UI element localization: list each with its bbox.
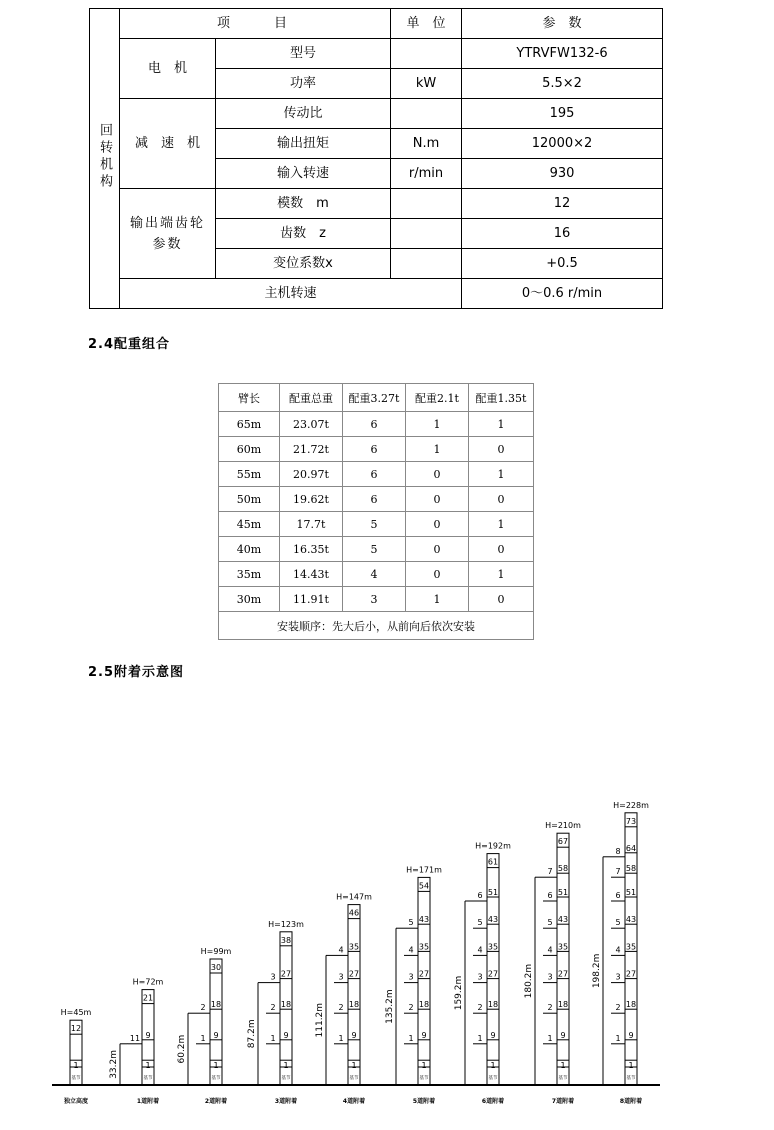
cw-header-cell: 配重2.1t xyxy=(406,384,469,412)
cw-cell: 30m xyxy=(219,587,280,612)
cw-cell: 50m xyxy=(219,487,280,512)
cw-cell: 1 xyxy=(469,412,534,437)
base-section-label: 基节 xyxy=(626,1076,636,1081)
motor-power-value: 5.5×2 xyxy=(462,69,663,99)
cw-cell: 5 xyxy=(343,512,406,537)
cw-cell: 0 xyxy=(469,537,534,562)
attachment-count-label: 7道附着 xyxy=(551,1098,575,1105)
motor-power-name: 功率 xyxy=(216,69,391,99)
height-label: H=192m xyxy=(475,841,511,851)
reducer-label: 减 速 机 xyxy=(120,99,216,189)
attachment-number: 3 xyxy=(477,972,483,982)
height-label: H=210m xyxy=(545,821,581,831)
top-segment-number: 67 xyxy=(557,837,569,847)
segment-number: 35 xyxy=(348,942,360,952)
cw-cell: 4 xyxy=(343,562,406,587)
motor-model-value: YTRVFW132-6 xyxy=(462,39,663,69)
top-segment-number: 61 xyxy=(487,857,499,867)
attachment-number: 4 xyxy=(615,945,621,955)
attachment-count-label: 2道附着 xyxy=(204,1098,228,1105)
attachment-count-label: 4道附着 xyxy=(342,1098,366,1105)
attachment-number: 5 xyxy=(615,918,621,928)
segment-number: 1 xyxy=(283,1061,289,1071)
segment-number: 51 xyxy=(487,888,499,897)
attachment-count-label: 独立高度 xyxy=(63,1098,89,1105)
attachment-number: 4 xyxy=(338,945,344,955)
segment-number: 18 xyxy=(280,1000,292,1010)
attachment-number: 1 xyxy=(615,1033,621,1043)
attachment-number: 3 xyxy=(270,972,276,982)
segment-number: 9 xyxy=(490,1030,496,1040)
ratio-value: 195 xyxy=(462,99,663,129)
cw-cell: 20.97t xyxy=(280,462,343,487)
shift-coeff-value: +0.5 xyxy=(462,249,663,279)
attachment-number: 4 xyxy=(547,945,553,955)
torque-value: 12000×2 xyxy=(462,129,663,159)
segment-number: 35 xyxy=(418,942,430,952)
attachment-count-label: 1道附着 xyxy=(136,1098,160,1105)
input-speed-unit: r/min xyxy=(391,159,462,189)
segment-number: 9 xyxy=(560,1030,566,1040)
height-label: H=147m xyxy=(336,892,372,902)
cw-cell: 6 xyxy=(343,437,406,462)
section-attachment-heading: 2.5附着示意图 xyxy=(88,665,185,680)
segment-number: 18 xyxy=(557,1000,569,1010)
segment-number: 9 xyxy=(351,1030,357,1040)
cw-cell: 14.43t xyxy=(280,562,343,587)
cw-cell: 1 xyxy=(469,512,534,537)
attachment-number: 1 xyxy=(200,1033,206,1043)
mast-column xyxy=(348,905,360,1085)
cw-cell: 0 xyxy=(469,437,534,462)
shift-coeff-name: 变位系数x xyxy=(216,249,391,279)
attachment-number: 1 xyxy=(270,1033,276,1043)
height-label: H=99m xyxy=(200,947,232,956)
cw-cell: 0 xyxy=(406,512,469,537)
dimension-label: 33.2m xyxy=(109,1049,119,1079)
attachment-number: 5 xyxy=(408,918,414,928)
attachment-number: 1 xyxy=(408,1033,414,1043)
teeth-value: 16 xyxy=(462,219,663,249)
base-section-label: 基节 xyxy=(488,1076,498,1081)
dimension-label: 60.2m xyxy=(177,1034,187,1064)
attachment-number: 6 xyxy=(477,891,483,900)
height-label: H=45m xyxy=(60,1008,92,1018)
segment-number: 58 xyxy=(625,864,637,874)
attachment-number: 2 xyxy=(270,1003,276,1013)
cw-cell: 1 xyxy=(406,587,469,612)
base-section-label: 基节 xyxy=(558,1076,568,1081)
segment-number: 1 xyxy=(628,1061,634,1071)
top-segment-number: 30 xyxy=(210,963,222,972)
teeth-name: 齿数 z xyxy=(216,219,391,249)
attachment-number: 1 xyxy=(477,1033,483,1043)
dimension-label: 159.2m xyxy=(454,975,464,1011)
cw-cell: 45m xyxy=(219,512,280,537)
attachment-count-label: 6道附着 xyxy=(481,1098,505,1105)
base-section-label: 基节 xyxy=(143,1076,153,1081)
attachment-number: 5 xyxy=(477,918,483,928)
segment-number: 9 xyxy=(145,1030,151,1040)
header-item: 项 目 xyxy=(120,9,391,39)
segment-number: 43 xyxy=(418,915,430,925)
cw-cell: 19.62t xyxy=(280,487,343,512)
attachment-number: 11 xyxy=(129,1033,141,1043)
attachment-count-label: 8道附着 xyxy=(619,1098,643,1105)
top-segment-number: 38 xyxy=(280,935,292,945)
base-section-label: 基节 xyxy=(281,1076,291,1081)
attachment-number: 7 xyxy=(547,867,553,877)
cw-cell: 5 xyxy=(343,537,406,562)
top-segment-number: 73 xyxy=(625,816,637,826)
segment-number: 43 xyxy=(625,915,637,925)
slewing-mechanism-label: 回转机构 xyxy=(90,9,120,309)
segment-number: 18 xyxy=(348,1000,360,1010)
attachment-number: 1 xyxy=(338,1033,344,1043)
attachment-number: 3 xyxy=(615,972,621,982)
attachment-number: 2 xyxy=(615,1003,621,1013)
segment-number: 18 xyxy=(625,1000,637,1010)
cw-cell: 6 xyxy=(343,462,406,487)
segment-number: 27 xyxy=(625,969,637,979)
cw-cell: 55m xyxy=(219,462,280,487)
attachment-number: 4 xyxy=(477,945,483,955)
segment-number: 58 xyxy=(557,864,569,874)
cw-cell: 0 xyxy=(406,487,469,512)
cw-cell: 0 xyxy=(469,487,534,512)
top-segment-number: 21 xyxy=(142,993,154,1003)
segment-number: 27 xyxy=(418,969,430,979)
base-section-label: 基节 xyxy=(71,1076,81,1081)
segment-number: 1 xyxy=(145,1061,151,1071)
base-section-label: 基节 xyxy=(419,1076,429,1081)
cw-header-cell: 配重总重 xyxy=(280,384,343,412)
dimension-label: 87.2m xyxy=(247,1019,257,1049)
segment-number: 1 xyxy=(351,1061,357,1071)
cw-cell: 60m xyxy=(219,437,280,462)
cw-cell: 3 xyxy=(343,587,406,612)
top-segment-number: 46 xyxy=(348,908,360,918)
segment-number: 1 xyxy=(490,1061,496,1071)
height-label: H=123m xyxy=(268,919,304,929)
attachment-number: 5 xyxy=(547,918,553,928)
top-segment-number: 12 xyxy=(70,1024,82,1034)
cw-header-cell: 臂长 xyxy=(219,384,280,412)
cw-cell: 0 xyxy=(406,462,469,487)
segment-number: 35 xyxy=(487,942,499,952)
segment-number: 43 xyxy=(487,915,499,925)
segment-number: 9 xyxy=(213,1030,219,1040)
torque-name: 输出扭矩 xyxy=(216,129,391,159)
motor-label: 电 机 xyxy=(120,39,216,99)
cw-cell: 1 xyxy=(406,437,469,462)
segment-number: 1 xyxy=(73,1061,79,1071)
segment-number: 27 xyxy=(280,969,292,979)
cw-cell: 11.91t xyxy=(280,587,343,612)
segment-number: 1 xyxy=(421,1061,427,1071)
segment-number: 18 xyxy=(418,1000,430,1010)
cw-cell: 65m xyxy=(219,412,280,437)
height-label: H=228m xyxy=(613,800,649,810)
gear-label: 输出端齿轮 参数 xyxy=(120,189,216,279)
cw-header-cell: 配重1.35t xyxy=(469,384,534,412)
motor-power-unit: kW xyxy=(391,69,462,99)
cw-cell: 6 xyxy=(343,487,406,512)
base-section-label: 基节 xyxy=(211,1076,221,1081)
segment-number: 51 xyxy=(625,888,637,897)
top-segment-number: 54 xyxy=(418,881,430,891)
ratio-name: 传动比 xyxy=(216,99,391,129)
base-section-label: 基节 xyxy=(349,1076,359,1081)
segment-number: 27 xyxy=(348,969,360,979)
segment-number: 9 xyxy=(421,1030,427,1040)
attachment-number: 3 xyxy=(547,972,553,982)
header-param: 参 数 xyxy=(462,9,663,39)
segment-number: 51 xyxy=(557,888,569,897)
cw-cell: 1 xyxy=(469,562,534,587)
height-label: H=72m xyxy=(132,977,164,987)
attachment-number: 2 xyxy=(547,1003,553,1013)
segment-number: 9 xyxy=(628,1030,634,1040)
dimension-label: 111.2m xyxy=(315,1002,325,1038)
attachment-number: 8 xyxy=(615,846,621,856)
segment-number: 18 xyxy=(487,1000,499,1010)
attachment-count-label: 3道附着 xyxy=(274,1098,298,1105)
cw-header-cell: 配重3.27t xyxy=(343,384,406,412)
cw-cell: 16.35t xyxy=(280,537,343,562)
segment-number: 27 xyxy=(487,969,499,979)
attachment-number: 2 xyxy=(477,1003,483,1013)
input-speed-name: 输入转速 xyxy=(216,159,391,189)
torque-unit: N.m xyxy=(391,129,462,159)
cw-cell: 35m xyxy=(219,562,280,587)
attachment-number: 3 xyxy=(338,972,344,982)
cw-cell: 17.7t xyxy=(280,512,343,537)
segment-number: 9 xyxy=(283,1030,289,1040)
input-speed-value: 930 xyxy=(462,159,663,189)
cw-cell: 0 xyxy=(406,537,469,562)
height-label: H=171m xyxy=(406,865,442,875)
segment-number: 43 xyxy=(557,915,569,925)
segment-number: 18 xyxy=(210,1000,222,1010)
dimension-label: 135.2m xyxy=(385,989,395,1024)
main-speed-value: 0～0.6 r/min xyxy=(462,279,663,309)
attachment-number: 6 xyxy=(547,891,553,900)
header-unit: 单 位 xyxy=(391,9,462,39)
main-speed-name: 主机转速 xyxy=(120,279,462,309)
dimension-label: 180.2m xyxy=(524,963,534,999)
attachment-number: 2 xyxy=(408,1003,414,1013)
cw-cell: 0 xyxy=(406,562,469,587)
cw-cell: 1 xyxy=(469,462,534,487)
attachment-number: 7 xyxy=(615,867,621,877)
segment-number: 27 xyxy=(557,969,569,979)
cw-cell: 1 xyxy=(406,412,469,437)
attachment-number: 2 xyxy=(338,1003,344,1013)
dimension-label: 198.2m xyxy=(592,953,602,989)
attachment-number: 6 xyxy=(615,891,621,900)
install-order-note: 安装顺序：先大后小，从前向后依次安装 xyxy=(219,612,534,640)
segment-number: 35 xyxy=(625,942,637,952)
cw-cell: 0 xyxy=(469,587,534,612)
attachment-number: 3 xyxy=(408,972,414,982)
segment-number: 1 xyxy=(560,1061,566,1071)
cw-cell: 6 xyxy=(343,412,406,437)
module-value: 12 xyxy=(462,189,663,219)
cw-cell: 21.72t xyxy=(280,437,343,462)
module-name: 模数 m xyxy=(216,189,391,219)
attachment-number: 2 xyxy=(200,1003,206,1013)
attachment-number: 4 xyxy=(408,945,414,955)
attachment-count-label: 5道附着 xyxy=(412,1098,436,1105)
cw-cell: 40m xyxy=(219,537,280,562)
segment-number: 35 xyxy=(557,942,569,952)
attachment-number: 1 xyxy=(547,1033,553,1043)
mast-column xyxy=(418,877,430,1085)
cw-cell: 23.07t xyxy=(280,412,343,437)
motor-model-name: 型号 xyxy=(216,39,391,69)
segment-number: 1 xyxy=(213,1061,219,1071)
segment-number: 64 xyxy=(625,843,637,853)
section-counterweight-heading: 2.4配重组合 xyxy=(88,337,171,352)
